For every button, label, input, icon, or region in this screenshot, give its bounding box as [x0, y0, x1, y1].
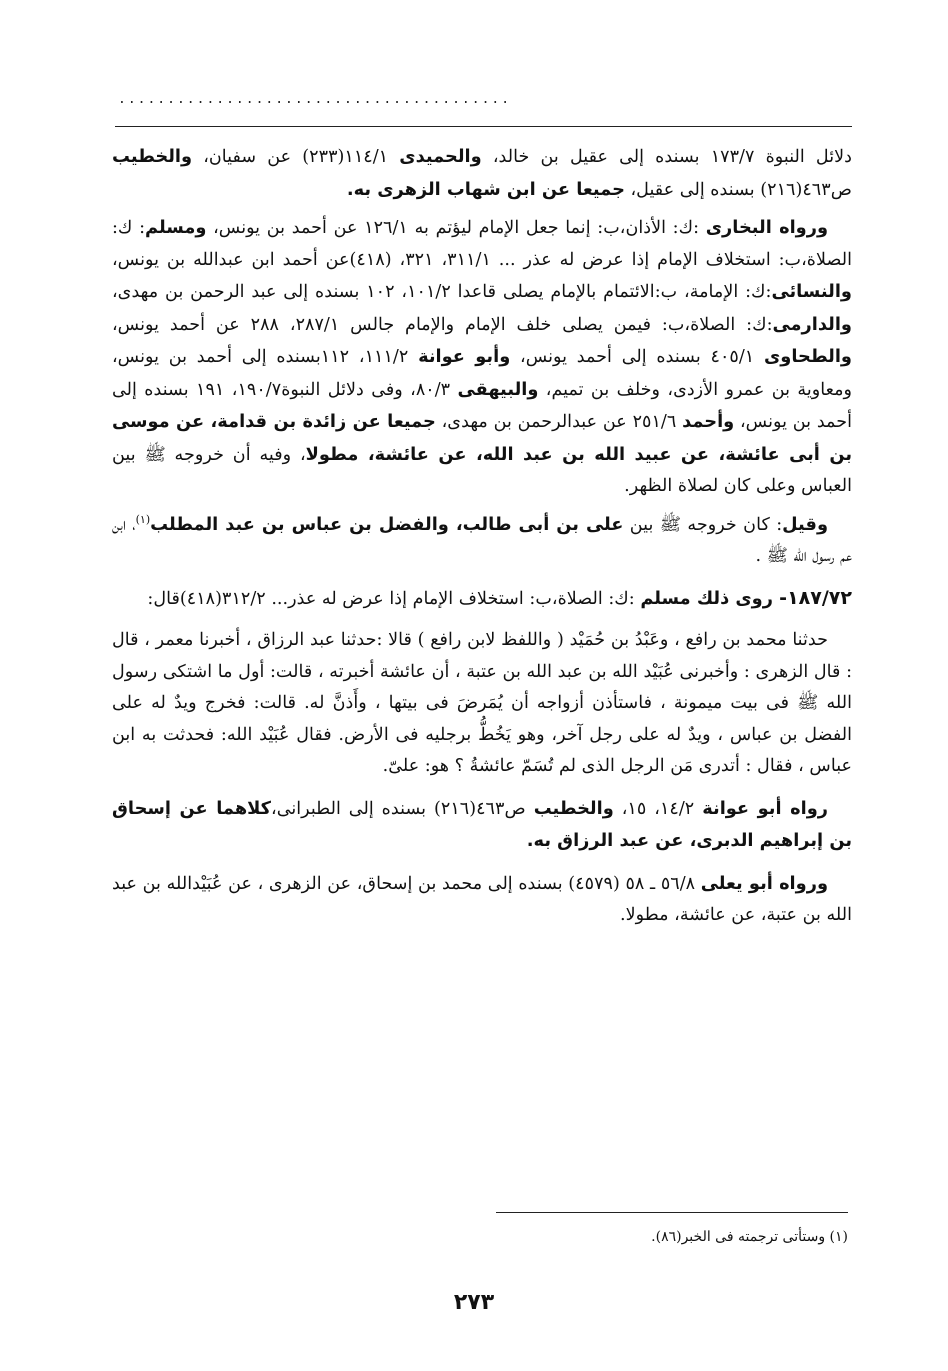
paragraph-2 — [112, 212, 852, 503]
header-rule — [115, 126, 852, 127]
paragraph-4-hadith-heading — [112, 583, 852, 616]
text-run: ، ابن عم رسول الله ﷺ . — [112, 514, 852, 566]
text-run: ١٤/٢، ١٥، — [613, 798, 703, 819]
text-run: دلائل النبوة ١٧٣/٧ بسنده إلى عقيل بن خالد، — [481, 147, 853, 167]
text-run: : كان خروجه ﷺ بين — [623, 514, 783, 535]
text-run: :ك: الصلاة،ب: فيمن يصلى خلف الإمام والإمام جالس ٢٨٧/١، ٢٨٨ عن أحمد يونس، — [112, 314, 773, 335]
page-number: ٢٧٣ — [453, 1290, 495, 1315]
bold-run: ومسلم — [145, 217, 207, 238]
paragraph-7 — [112, 868, 852, 932]
bold-run: رواه أبو عوانة — [702, 797, 829, 819]
paragraph-3 — [112, 509, 852, 573]
text-run: :ك: الإمامة، ب:الائتمام بالإمام يصلى قاعدا ١٠١/٢، ١٠٢ بسنده إلى عبد الرحمن بن مهدى، — [112, 282, 772, 302]
paragraph-1 — [112, 141, 852, 206]
text-run: :ك: الأذان،ب: إنما جعل الإمام ليؤتم به ١٢٦/١ عن أحمد بن يونس، — [206, 218, 706, 238]
text-run: : ك: الصلاة،ب: استخلاف الإمام إذا عرض له عذر ... ٣١١/١، ٣٢١، (٤١٨)عن أحمد ابن عبدالله بن يونس، — [112, 218, 852, 270]
text-run: ، وفيه أن خروجه ﷺ بين العباس وعلى كان لصلاة الظهر. — [112, 444, 852, 496]
text-run: ٤٠٥/١ بسنده إلى أحمد يونس، — [510, 347, 764, 367]
bold-run: ورواه أبو يعلى — [700, 872, 828, 894]
bold-run: والخطيب — [533, 797, 614, 819]
paragraph-5-hadith-text — [112, 625, 852, 783]
bold-run: ورواه البخارى — [705, 217, 829, 238]
bold-run: والطحاوى — [764, 346, 852, 367]
text-run: :ك: الصلاة،ب: استخلاف الإمام إذا عرض له عذر... ٣١٢/٢(٤١٨)قال: — [147, 588, 641, 609]
bold-run: على بن أبى طالب، والفضل بن عباس بن عبد المطلب — [150, 513, 624, 535]
paragraph-6 — [112, 793, 852, 858]
text-run: ٥٦/٨ ـ ٥٨ (٤٥٧٩) بسنده إلى محمد بن إسحاق، عن الزهرى ، عن عُبَيْدالله بن عبد الله بن عتبة، عن عائشة، مطولا. — [112, 873, 852, 925]
text-run: ١١١/٢، ١١٢بسنده إلى أحمد بن يونس، ومعاوية بن عمرو الأزدى، وخلف بن تميم، — [112, 347, 852, 400]
text-run: ص٤٦٣(٢١٦) بسنده إلى الطبرانى، — [271, 798, 534, 819]
bold-run: والخطيب — [112, 146, 193, 167]
hadith-number: ١٨٧/٧٢- — [779, 586, 852, 609]
bold-run: روى ذلك مسلم — [640, 587, 780, 609]
text-run: ٨٠/٣، وفى دلائل النبوة١٩٠/٧، ١٩١ بسنده إلى أحمد بن يونس، — [112, 379, 852, 432]
bold-run: والدارمى — [772, 313, 852, 335]
bold-run: وأحمد — [682, 411, 735, 432]
bold-run: وقيل — [782, 513, 828, 535]
text-run: ص٤٦٣(٢١٦) بسنده إلى عقيل، — [624, 179, 852, 200]
footnote-rule — [496, 1212, 848, 1213]
footnote: (١) وستأتى ترجمته فى الخبر(٨٦). — [651, 1229, 848, 1245]
bold-run: وأبو عوانة — [418, 346, 511, 367]
text-run: ٢٥١/٦ عن عبدالرحمن بن مهدى، — [435, 412, 683, 432]
text-run: حدثنا محمد بن رافع ، وعَبْدُ بن حُمَيْد ( واللفظ لابن رافع ) قالا :حدثنا عبد الرزاق ، أخبرنا معمر ، قال : قال الزهرى : وأخبرنى عُبَيْد الله بن عبد الله بن عتبة ، أن عائشة أخبرته ، قالت: أول ما اشتكى رسول الله ﷺ فى بيت ميمونة ، فاستأذن أزواجه أن يُمَرضَ فى بيتها ، وأَذنَّ له. قالت: فخرج ويدٌ له على الفضل بن عباس ، ويدٌ له على رجل آخر، وهو يَخُطُّ برجليه فى الأرض. فقال عُبَيْد الله: فحدثت به ابن عباس ، فقال : أتدرى مَن الرجل الذى لم تُسَمّ عائشةُ ؟ هو: علىّ. — [112, 630, 852, 776]
bold-run: والبيهقى — [457, 378, 539, 400]
bold-run: والحميدى — [399, 146, 482, 167]
bold-run: والنسائى — [771, 281, 852, 302]
bold-run: كلاهما عن إسحاق بن إبراهيم الدبرى، عن عبد الرزاق به. — [112, 797, 852, 851]
bold-run: جميعا عن زائدة بن قدامة، عن موسى بن أبى عائشة، عن عبيد الله بن عبد الله، عن عائشة، مطولا — [112, 411, 853, 465]
header-dotted-rule: ........................................ — [118, 92, 512, 107]
footnote-marker: (١) — [135, 512, 151, 526]
bold-run: جميعا عن ابن شهاب الزهرى به. — [346, 178, 625, 200]
main-text — [112, 141, 852, 932]
text-run: ١١٤/١(٢٣٣) عن سفيان، — [192, 147, 400, 167]
